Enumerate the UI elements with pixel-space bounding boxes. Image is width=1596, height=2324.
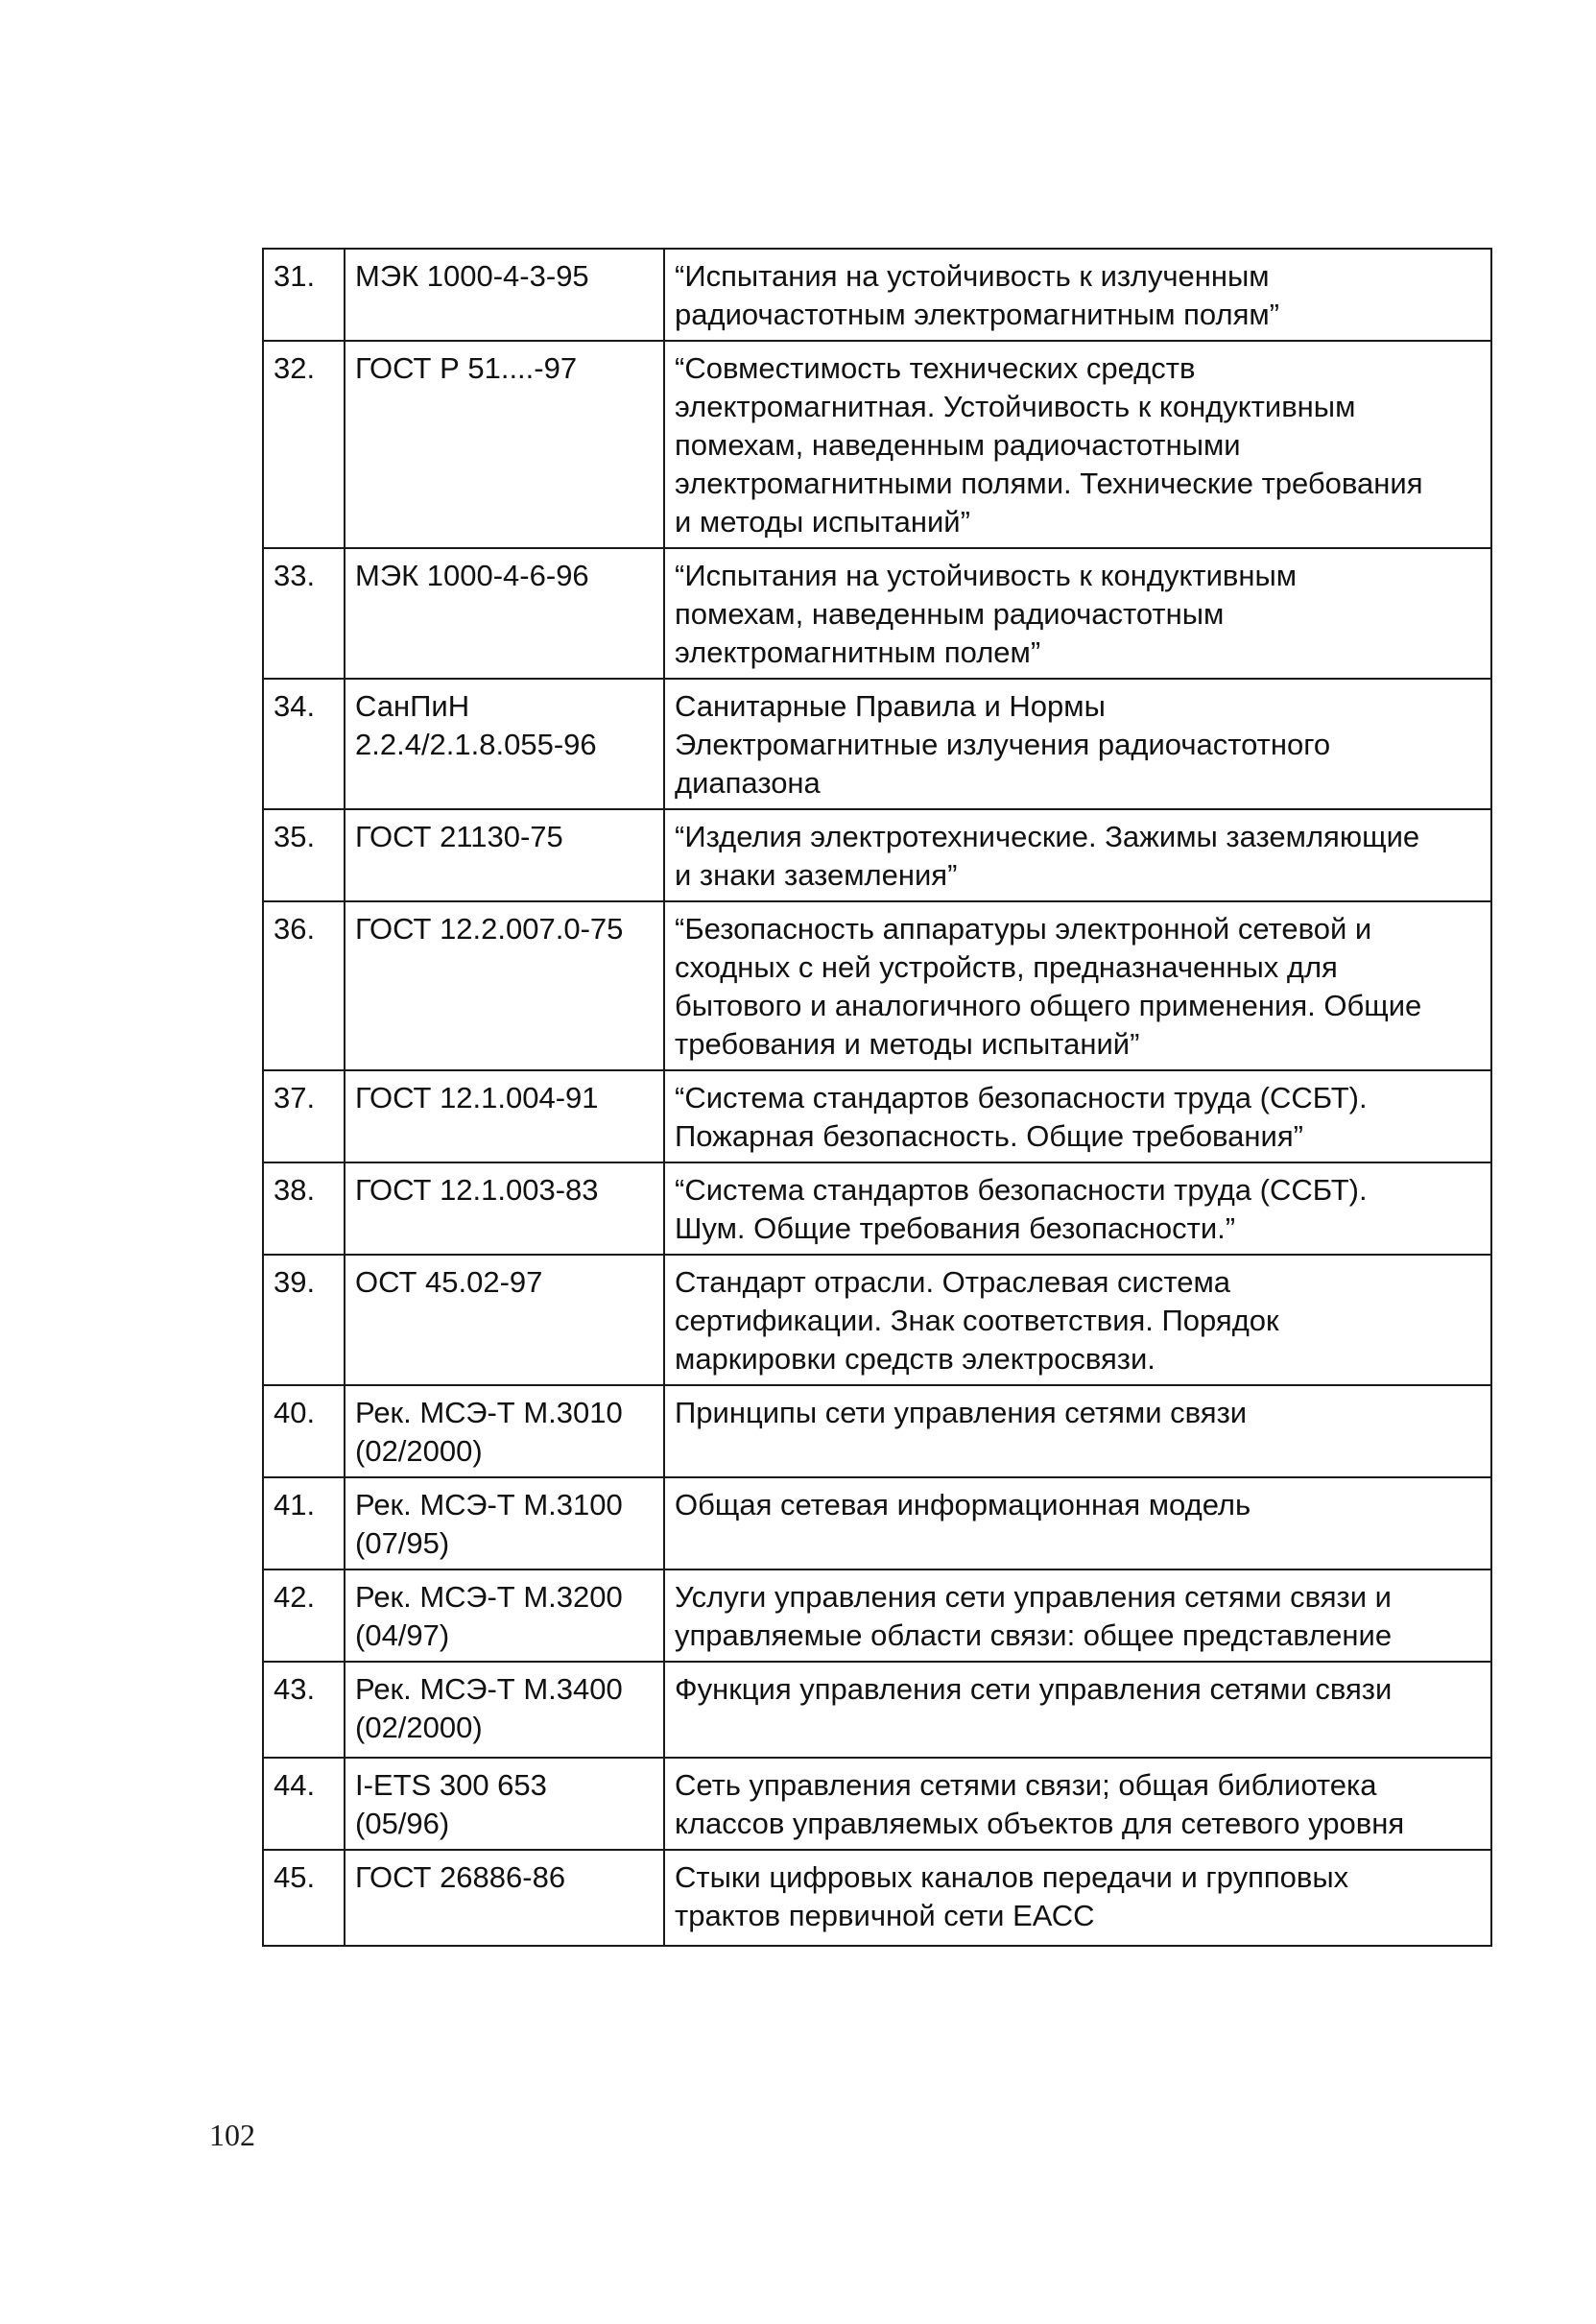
standard-title: Общая сетевая информационная модель xyxy=(664,1477,1491,1569)
standard-code: Рек. МСЭ-Т М.3200 (04/97) xyxy=(345,1569,664,1662)
row-number: 38. xyxy=(263,1162,345,1255)
table-row xyxy=(263,249,1491,341)
row-number: 41. xyxy=(263,1477,345,1569)
row-number: 39. xyxy=(263,1255,345,1385)
standard-title: Принципы сети управления сетями связи xyxy=(664,1385,1491,1477)
standard-code: Рек. МСЭ-Т М.3400 (02/2000) xyxy=(345,1662,664,1758)
standard-code: ГОСТ 12.1.004-91 xyxy=(345,1070,664,1162)
standard-title: Функция управления сети управления сетями связи xyxy=(664,1662,1491,1758)
standard-title: “Система стандартов безопасности труда (ССБТ). Шум. Общие требования безопасности.” xyxy=(664,1162,1491,1255)
table-row xyxy=(263,1255,1491,1385)
standard-code: МЭК 1000-4-3-95 xyxy=(345,249,664,341)
standard-code: СанПиН 2.2.4/2.1.8.055-96 xyxy=(345,679,664,809)
row-number: 43. xyxy=(263,1662,345,1758)
standard-title: “Испытания на устойчивость к излученным радиочастотным электромагнитным полям” xyxy=(664,249,1491,341)
standard-code: I-ETS 300 653 (05/96) xyxy=(345,1758,664,1850)
standard-title: “Совместимость технических средств электромагнитная. Устойчивость к кондуктивным помехам, наведенным радиочастотными электромагнитными полями. Технические требования и методы испытаний” xyxy=(664,341,1491,548)
standards-table xyxy=(262,248,1492,1947)
table-row xyxy=(263,1070,1491,1162)
standard-title: “Изделия электротехнические. Зажимы заземляющие и знаки заземления” xyxy=(664,809,1491,901)
table-row xyxy=(263,1850,1491,1946)
standard-title: Стандарт отрасли. Отраслевая система сертификации. Знак соответствия. Порядок маркировки средств электросвязи. xyxy=(664,1255,1491,1385)
table-row xyxy=(263,901,1491,1070)
standard-title: Санитарные Правила и Нормы Электромагнитные излучения радиочастотного диапазона xyxy=(664,679,1491,809)
table-row xyxy=(263,1662,1491,1758)
table-row xyxy=(263,1758,1491,1850)
standard-code: Рек. МСЭ-Т М.3010 (02/2000) xyxy=(345,1385,664,1477)
row-number: 37. xyxy=(263,1070,345,1162)
row-number: 34. xyxy=(263,679,345,809)
row-number: 44. xyxy=(263,1758,345,1850)
standard-title: Сеть управления сетями связи; общая библиотека классов управляемых объектов для сетевого уровня xyxy=(664,1758,1491,1850)
standard-title: Услуги управления сети управления сетями связи и управляемые области связи: общее представление xyxy=(664,1569,1491,1662)
table-row xyxy=(263,341,1491,548)
table-row xyxy=(263,1385,1491,1477)
table-row xyxy=(263,1569,1491,1662)
standard-code: ГОСТ 12.1.003-83 xyxy=(345,1162,664,1255)
page-number: 102 xyxy=(209,2118,255,2152)
standard-code: ОСТ 45.02-97 xyxy=(345,1255,664,1385)
row-number: 33. xyxy=(263,548,345,679)
standard-code: Рек. МСЭ-Т М.3100 (07/95) xyxy=(345,1477,664,1569)
row-number: 31. xyxy=(263,249,345,341)
standard-code: ГОСТ 21130-75 xyxy=(345,809,664,901)
standard-code: ГОСТ 26886-86 xyxy=(345,1850,664,1946)
table-row xyxy=(263,1162,1491,1255)
standard-title: “Испытания на устойчивость к кондуктивным помехам, наведенным радиочастотным электромагнитным полем” xyxy=(664,548,1491,679)
row-number: 45. xyxy=(263,1850,345,1946)
standard-title: Стыки цифровых каналов передачи и групповых трактов первичной сети ЕАСС xyxy=(664,1850,1491,1946)
table-row xyxy=(263,548,1491,679)
row-number: 35. xyxy=(263,809,345,901)
standard-title: “Безопасность аппаратуры электронной сетевой и сходных с ней устройств, предназначенных для бытового и аналогичного общего применения. Общие требования и методы испытаний” xyxy=(664,901,1491,1070)
standard-code: ГОСТ 12.2.007.0-75 xyxy=(345,901,664,1070)
standard-code: МЭК 1000-4-6-96 xyxy=(345,548,664,679)
row-number: 40. xyxy=(263,1385,345,1477)
standard-code: ГОСТ Р 51....-97 xyxy=(345,341,664,548)
table-row xyxy=(263,809,1491,901)
row-number: 42. xyxy=(263,1569,345,1662)
table-row xyxy=(263,1477,1491,1569)
standard-title: “Система стандартов безопасности труда (ССБТ). Пожарная безопасность. Общие требования” xyxy=(664,1070,1491,1162)
row-number: 36. xyxy=(263,901,345,1070)
table-row xyxy=(263,679,1491,809)
row-number: 32. xyxy=(263,341,345,548)
